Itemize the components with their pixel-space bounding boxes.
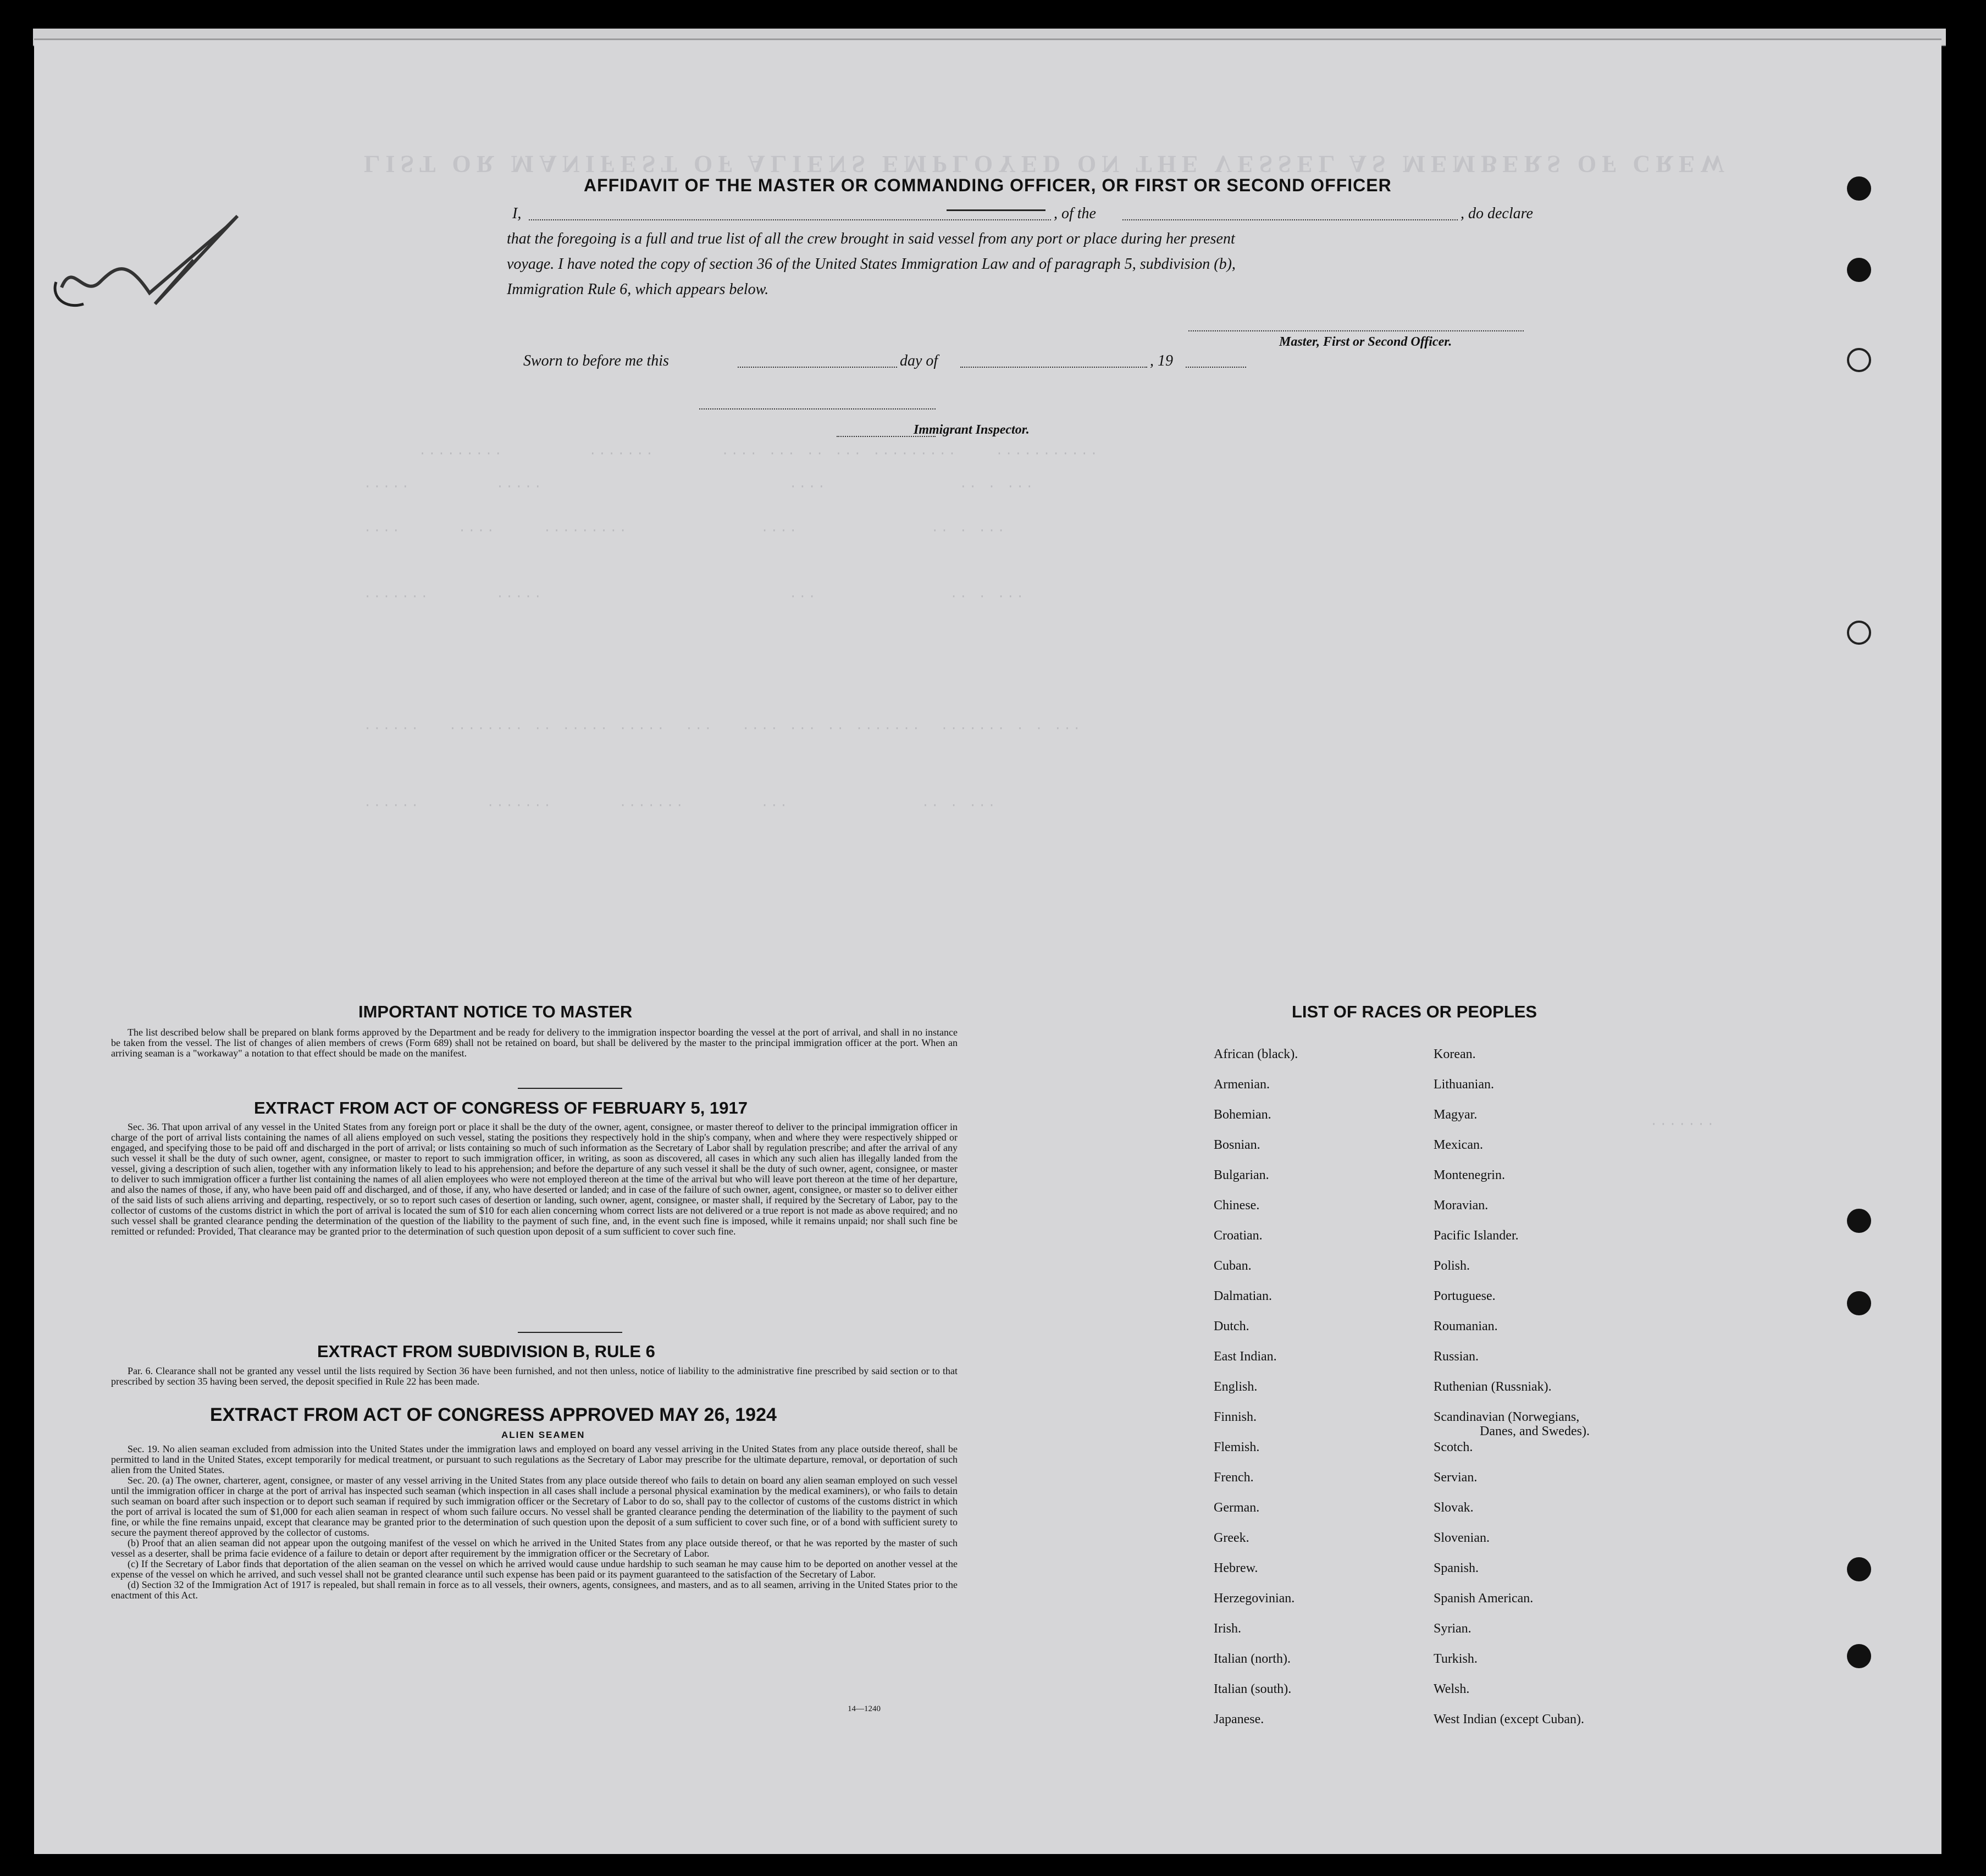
race-item: Chinese. xyxy=(1214,1198,1260,1213)
binder-hole xyxy=(1847,1644,1871,1668)
race-item: Bulgarian. xyxy=(1214,1168,1269,1182)
binder-hole xyxy=(1847,348,1871,372)
section-divider xyxy=(518,1332,622,1333)
race-item: Mexican. xyxy=(1434,1138,1483,1152)
race-item: Croatian. xyxy=(1214,1228,1263,1243)
day-of-label: day of xyxy=(900,352,938,369)
year-label: , 19 xyxy=(1150,352,1173,369)
notice-text xyxy=(111,1027,958,1059)
section-36-paragraph: Sec. 36. That upon arrival of any vessel in the United States from any foreign port or place it shall be the duty of the owner, agent, consignee, or master thereof to deliver to the principal immigration officer in charge of the port of arrival lists containing the names of all aliens employed on such vessel, stating the positions they respectively hold in the ship's company, when and where they were respectively shipped or engaged, and specifying those to be paid off and discharged in the port of arrival; or lists containing so much of such information as the Secretary of Labor shall by regulation prescribe; and after the arrival of any such vessel it shall be the duty of such owner, agent, consignee, or master to report to such immigration officer, in writing, as soon as discovered, all cases in which any such alien has illegally landed from the vessel, giving a description of such alien, together with any information likely to lead to his apprehension; and before the departure of any such vessel it shall be the duty of such owner, agent, consignee, or master to deliver to such immigration officer a further list containing the names of all alien employees who were not employed thereon at the time of the arrival but who will leave port thereon at the time of her departure, and also the names of those, if any, who have been paid off and discharged, and of those, if any, who have deserted or landed; and in case of the failure of such owner, agent, consignee, or master so to deliver either of the said lists of such aliens arriving and departing, respectively, or so to report such cases of desertion or landing, such owner, agent, consignee, or master shall, if required by the Secretary of Labor, pay to the collector of customs of the customs district in which the port of arrival is located the sum of $10 for each alien concerning whom correct lists are not delivered or a true report is not made as above required; and no such vessel shall be granted clearance pending the determination of the question of the liability to the payment of such fine, and, in the event such fine is imposed, while it remains unpaid; nor shall such fine be remitted or refunded: Provided, That clearance may be granted prior to the determination of such question upon deposit of a sum sufficient to cover such fine. xyxy=(111,1121,958,1237)
race-item: English. xyxy=(1214,1380,1258,1394)
extract-1917-title: EXTRACT FROM ACT OF CONGRESS OF FEBRUARY 5, 1917 xyxy=(254,1098,748,1117)
manifest-page xyxy=(34,38,1941,1854)
bleed-through-row: ····· ····· ···· ·· · ··· xyxy=(364,480,1036,494)
bleed-through-row: ······· xyxy=(1650,1117,1717,1131)
race-item: Dalmatian. xyxy=(1214,1289,1272,1303)
race-item: Korean. xyxy=(1434,1047,1476,1061)
sec-19-paragraph: Sec. 19. No alien seaman excluded from admission into the United States under the immigration laws and employed on board any vessel arriving in the United States from any place outside thereof, shall be permitted to land in the United States, except temporarily for medical treatment, or pursuant to such regulations as the Secretary of Labor may prescribe for the ultimate departure, removal, or deportation of such alien from the United States. xyxy=(111,1443,958,1475)
race-item: Pacific Islander. xyxy=(1434,1228,1519,1243)
race-item: Polish. xyxy=(1434,1259,1470,1273)
race-item: Lithuanian. xyxy=(1434,1077,1494,1092)
handwritten-mark xyxy=(51,194,270,337)
binder-hole xyxy=(1847,176,1871,201)
master-signature-label: Master, First or Second Officer. xyxy=(1279,335,1452,349)
extract-1924-text xyxy=(111,1444,958,1601)
extract-1917-text xyxy=(111,1122,958,1237)
affidavit-of-the: , of the xyxy=(1054,205,1096,222)
alien-seamen-subtitle: ALIEN SEAMEN xyxy=(501,1430,585,1440)
race-item: African (black). xyxy=(1214,1047,1298,1061)
bleed-through-row: ······· ····· ··· ·· · ··· xyxy=(364,590,1026,604)
binder-hole xyxy=(1847,1291,1871,1315)
race-item: Cuban. xyxy=(1214,1259,1252,1273)
sec-20a-paragraph: Sec. 20. (a) The owner, charterer, agent, consignee, or master of any vessel arriving in the United States from any place outside thereof who fails to detain on board any alien seaman employed on such vessel until the immigration officer in charge at the port of arrival has inspected such seaman (which inspection in all cases shall include a personal physical examination by the medical examiners), or who fails to detain such seaman on board after such inspection or to deport such seaman if required by such immigration officer or the Secretary of Labor to do so, shall pay to the collector of customs of the customs district in which the port of arrival is located the sum of $1,000 for each alien seaman in respect of whom such failure occurs. No vessel shall be granted clearance pending the determination of the liability to the payment of such fine, or while the fine remains unpaid, except that clearance may be granted prior to the determination of such question upon the deposit of a sum sufficient to cover such fine, or of a bond with sufficient surety to secure the payment thereof approved by the collector of customs. xyxy=(111,1475,958,1538)
inspector-label: Immigrant Inspector. xyxy=(914,423,1030,437)
binder-hole xyxy=(1847,258,1871,282)
extract-rule6-title: EXTRACT FROM SUBDIVISION B, RULE 6 xyxy=(317,1342,655,1361)
race-item: Spanish. xyxy=(1434,1561,1479,1575)
section-divider xyxy=(518,1088,622,1089)
race-item: Spanish American. xyxy=(1434,1591,1534,1606)
race-item: Armenian. xyxy=(1214,1077,1270,1092)
races-title: LIST OF RACES OR PEOPLES xyxy=(1292,1002,1537,1021)
sworn-month-blank xyxy=(960,367,1147,368)
race-item: Russian. xyxy=(1434,1349,1479,1364)
race-item: Ruthenian (Russniak). xyxy=(1434,1380,1552,1394)
affidavit-declare: , do declare xyxy=(1461,205,1533,222)
race-item: Scandinavian (Norwegians, xyxy=(1434,1410,1580,1424)
par-6-paragraph: Par. 6. Clearance shall not be granted any vessel until the lists required by Section 36 have been furnished, and not then unless, notice of liability to the administrative fine prescribed by said section or to that prescribed by section 35 having been served, the deposit specified in Rule 22 has been made. xyxy=(111,1365,958,1387)
sworn-year-blank xyxy=(1186,367,1246,368)
sec-20b-paragraph: (b) Proof that an alien seaman did not appear upon the outgoing manifest of the vessel on which he arrived in the United States from any place outside thereof, or that he was reported by the master of such vessel as a deserter, shall be prima facie evidence of a failure to detain or deport after requirement by the immigration officer or the Secretary of Labor. xyxy=(111,1537,958,1559)
race-item: Syrian. xyxy=(1434,1622,1471,1636)
race-item: Greek. xyxy=(1214,1531,1249,1545)
master-signature-blank xyxy=(1188,330,1524,331)
inspector-signature-blank xyxy=(699,408,936,409)
race-item: Herzegovinian. xyxy=(1214,1591,1295,1606)
binder-hole xyxy=(1847,1557,1871,1581)
affidavit-line2: that the foregoing is a full and true list of all the crew brought in said vessel from any port or place during her present xyxy=(507,230,1235,247)
bleed-through-row: ···· ···· ········· ···· ·· · ··· xyxy=(364,524,1007,538)
affidavit-line3: voyage. I have noted the copy of section 36 of the United States Immigration Law and of paragraph 5, subdivision (b), xyxy=(507,256,1236,273)
race-item: Italian (south). xyxy=(1214,1682,1292,1696)
race-item: Slovak. xyxy=(1434,1501,1474,1515)
bleed-through-heading: LIST OR MANIFEST OF ALIENS EMPLOYED ON THE VESSEL AS MEMBERS OF CREW xyxy=(364,151,1730,178)
extract-1924-title: EXTRACT FROM ACT OF CONGRESS APPROVED MAY 26, 1924 xyxy=(210,1404,777,1425)
race-item: Turkish. xyxy=(1434,1652,1478,1666)
race-item: Magyar. xyxy=(1434,1108,1478,1122)
race-item: Japanese. xyxy=(1214,1712,1264,1726)
race-item: Bohemian. xyxy=(1214,1108,1271,1122)
sec-20c-paragraph: (c) If the Secretary of Labor finds that deportation of the alien seaman on the vessel on which he arrived would cause undue hardship to such seaman he may cause him to be deported on another vessel at the expense of the vessel on which he arrived, and such vessel shall not be granted clearance until such expense has been paid or its payment guaranteed to the satisfaction of the Secretary of Labor. xyxy=(111,1558,958,1580)
sworn-label: Sworn to before me this xyxy=(523,352,669,369)
notice-title: IMPORTANT NOTICE TO MASTER xyxy=(358,1002,633,1021)
race-item: German. xyxy=(1214,1501,1260,1515)
notice-paragraph: The list described below shall be prepared on blank forms approved by the Department and be ready for delivery to the immigration inspector boarding the vessel at the port of arrival, and shall in no instance be taken from the vessel. The list of changes of alien members of crews (Form 689) shall not be retained on board, but shall be delivered by the master to the principal immigration officer at the port. When an arriving seaman is a "workaway" a notation to that effect should be made on the manifest. xyxy=(111,1027,958,1059)
race-item: French. xyxy=(1214,1470,1254,1485)
race-item: West Indian (except Cuban). xyxy=(1434,1712,1584,1726)
race-item: Scotch. xyxy=(1434,1440,1473,1454)
race-item: Bosnian. xyxy=(1214,1138,1260,1152)
affidavit-title: AFFIDAVIT OF THE MASTER OR COMMANDING OFFICER, OR FIRST OR SECOND OFFICER xyxy=(584,175,1392,195)
name-blank xyxy=(529,219,1051,220)
race-item: Irish. xyxy=(1214,1622,1241,1636)
affidavit-line4: Immigration Rule 6, which appears below. xyxy=(507,281,769,298)
title-divider xyxy=(947,209,1045,211)
race-item: Slovenian. xyxy=(1434,1531,1490,1545)
race-item: Hebrew. xyxy=(1214,1561,1258,1575)
race-item: Welsh. xyxy=(1434,1682,1470,1696)
race-item: Italian (north). xyxy=(1214,1652,1291,1666)
binder-hole xyxy=(1847,621,1871,645)
race-item: Moravian. xyxy=(1434,1198,1489,1213)
bleed-through-row: ········· ······· ···· ··· ·· ··· ········· ··········· xyxy=(419,447,1100,461)
race-item: East Indian. xyxy=(1214,1349,1277,1364)
sec-20d-paragraph: (d) Section 32 of the Immigration Act of 1917 is repealed, but shall remain in force as to all vessels, their owners, agents, consignees, and masters, and as to all seamen, arriving in the United States prior to the enactment of this Act. xyxy=(111,1579,958,1601)
race-item: Servian. xyxy=(1434,1470,1478,1485)
race-item: Montenegrin. xyxy=(1434,1168,1505,1182)
bleed-through-row: ······ ········ ·· ····· ····· ··· ···· ··· ·· ······· ······· · · ··· xyxy=(364,722,1083,735)
race-item: Roumanian. xyxy=(1434,1319,1498,1333)
extract-rule6-text xyxy=(111,1366,958,1387)
race-item: Danes, and Swedes). xyxy=(1480,1424,1590,1438)
form-number: 14—1240 xyxy=(848,1705,881,1713)
bleed-through-row: ······ ······· ······· ··· ·· · ··· xyxy=(364,799,998,812)
vessel-blank xyxy=(1122,219,1458,220)
race-item: Flemish. xyxy=(1214,1440,1260,1454)
binder-hole xyxy=(1847,1209,1871,1233)
race-item: Dutch. xyxy=(1214,1319,1249,1333)
affidavit-i: I, xyxy=(512,205,522,222)
race-item: Portuguese. xyxy=(1434,1289,1496,1303)
race-item: Finnish. xyxy=(1214,1410,1257,1424)
sworn-day-blank xyxy=(738,367,897,368)
